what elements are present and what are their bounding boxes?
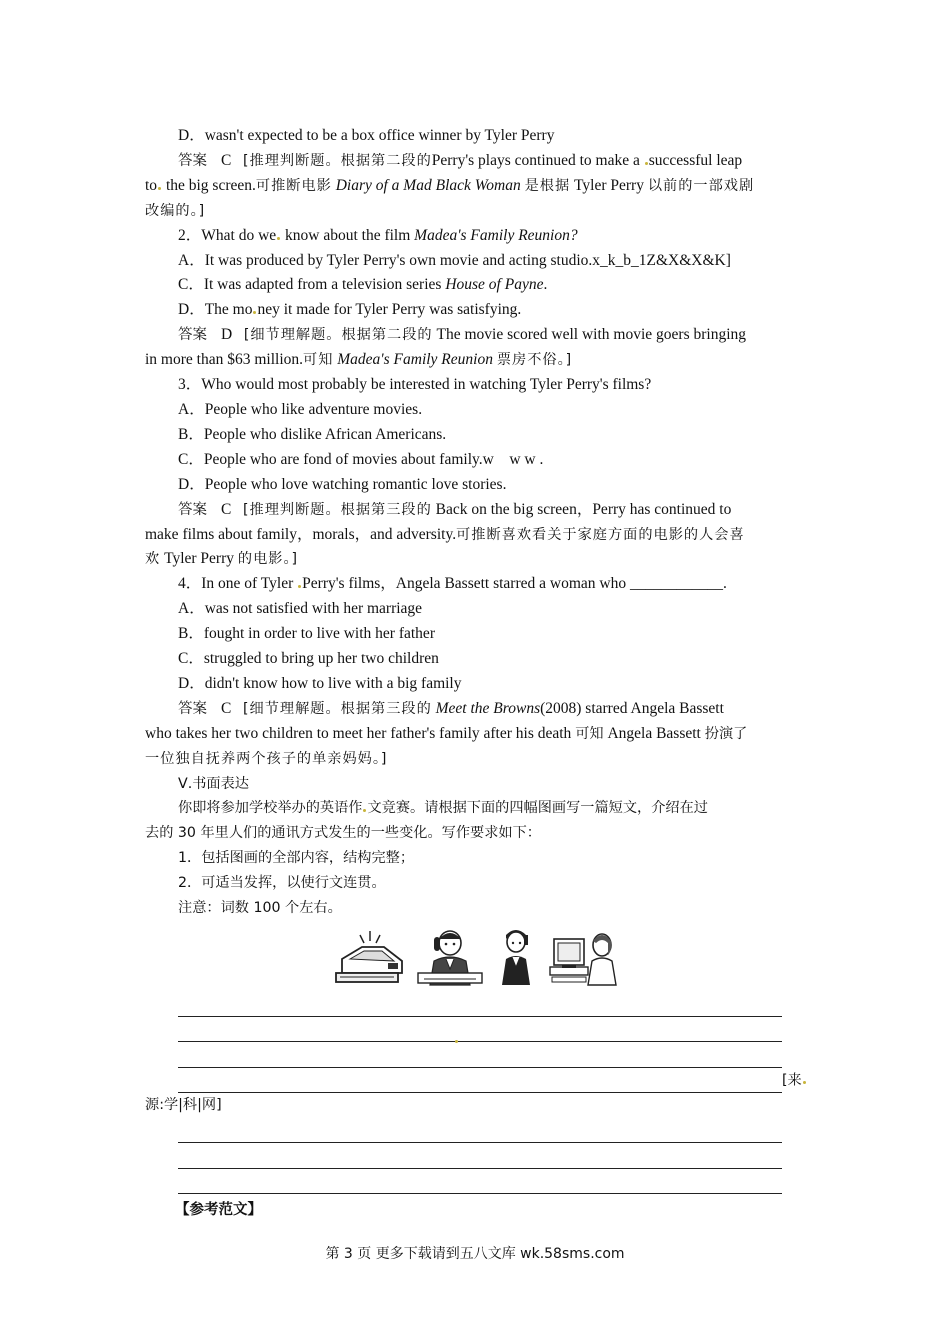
answer-blank-line[interactable] [178, 1068, 782, 1094]
q3-option-c: C．People who are fond of movies about family.w w w . [178, 450, 544, 468]
person-on-mobile-phone-illustration [494, 929, 538, 987]
q3-option-b: B．People who dislike African Americans. [178, 425, 447, 443]
communication-illustrations [145, 929, 807, 989]
blank-line-with-source: [来 [145, 1068, 807, 1094]
answer-label: 答案 [178, 152, 207, 169]
answer-blank-line[interactable] [178, 1017, 782, 1043]
q4-option-d: D．didn't know how to live with a big family [178, 674, 462, 692]
q4-option-c: C．struggled to bring up her two children [178, 650, 439, 668]
q2-option-d: D．The mo ney it made for Tyler Perry was satisfying. [178, 301, 522, 319]
word-count-note: 注意：词数 100 个左右。 [178, 900, 342, 917]
answer-1-line-1: 答案 C [推理判断题。根据第二段的Perry's plays continued to make a successful leap [178, 151, 743, 169]
answer-2-line-2: in more than $63 million.可知 Madea's Family Reunion 票房不俗。] [145, 351, 573, 369]
answer-3-line-1: 答案 C [推理判断题。根据第三段的 Back on the big screen，Perry has continued to [178, 500, 732, 518]
q3-option-a: A．People who like adventure movies. [178, 400, 423, 418]
requirement-1: 1．包括图画的全部内容，结构完整； [178, 850, 415, 867]
answer-blank-line[interactable] [178, 1169, 782, 1195]
source-note: 源:学|科|网] [145, 1097, 222, 1113]
person-on-telephone-illustration [416, 929, 484, 987]
answer-4-line-1: 答案 C [细节理解题。根据第三段的 Meet the Browns(2008) starred Angela Bassett [178, 699, 724, 717]
q2-option-c: C．It was adapted from a television series House of Payne. [178, 276, 548, 294]
answer-3-line-3: 欢 Tyler Perry 的电影。] [145, 550, 299, 568]
q4-option-a: A．was not satisfied with her marriage [178, 600, 423, 618]
document-body [145, 124, 807, 1223]
answer-blank-line[interactable] [178, 1118, 782, 1144]
q3-option-d: D．People who love watching romantic love stories. [178, 475, 507, 493]
q4-stem: 4．In one of Tyler Perry's films，Angela Bassett starred a woman who ____________. [178, 575, 727, 593]
q3-stem: 3．Who would most probably be interested in watching Tyler Perry's films? [178, 376, 652, 394]
mark-dot [645, 162, 648, 165]
mark-dot [455, 1040, 458, 1043]
reference-essay-heading: 【参考范文】 [175, 1202, 262, 1219]
answer-1-line-2: to the big screen.可推断电影 Diary of a Mad Black Woman 是根据 Tyler Perry 以前的一部戏剧 [145, 176, 755, 194]
answer-blank-line[interactable] [178, 1042, 782, 1068]
q4-option-b: B．fought in order to live with her father [178, 625, 435, 643]
fax-machine-illustration [332, 929, 406, 987]
q1-option-d: D．wasn't expected to be a box office winner by Tyler Perry [178, 127, 555, 144]
answer-2-line-1: 答案 D [细节理解题。根据第二段的 The movie scored well with movie goers bringing [178, 326, 747, 344]
mark-dot [277, 237, 280, 240]
answer-1-line-3: 改编的。] [145, 202, 206, 219]
mark-dot [298, 585, 301, 588]
person-at-computer-illustration [548, 929, 620, 987]
writing-prompt-line-2: 去的 30 年里人们的通讯方式发生的一些变化。写作要求如下： [145, 825, 541, 842]
section-heading: Ⅴ.书面表达 [178, 775, 249, 792]
requirement-2: 2．可适当发挥，以使行文连贯。 [178, 875, 386, 892]
page-footer: 第 3 页 更多下载请到五八文库 wk.58sms.com [325, 1246, 625, 1262]
answer-blank-line[interactable] [178, 991, 782, 1017]
answer-4-line-3: 一位独自抚养两个孩子的单亲妈妈。] [145, 750, 388, 767]
answer-3-line-2: make films about family，morals，and adversity.可推断喜欢看关于家庭方面的电影的人会喜 [145, 525, 745, 543]
mark-dot [363, 809, 366, 812]
mark-dot [803, 1081, 806, 1084]
q2-stem: 2．What do we know about the film Madea's Family Reunion? [178, 226, 578, 244]
answer-blank-line[interactable] [178, 1143, 782, 1169]
answer-4-line-2: who takes her two children to meet her father's family after his death 可知 Angela Bassett 扮演了 [145, 724, 748, 742]
mark-dot [158, 187, 161, 190]
writing-prompt-line-1: 你即将参加学校举办的英语作 文竞赛。请根据下面的四幅图画写一篇短文，介绍在过 [178, 800, 708, 817]
q2-option-a: A．It was produced by Tyler Perry's own movie and acting studio.x_k_b_1Z&X&X&K] [178, 251, 731, 269]
